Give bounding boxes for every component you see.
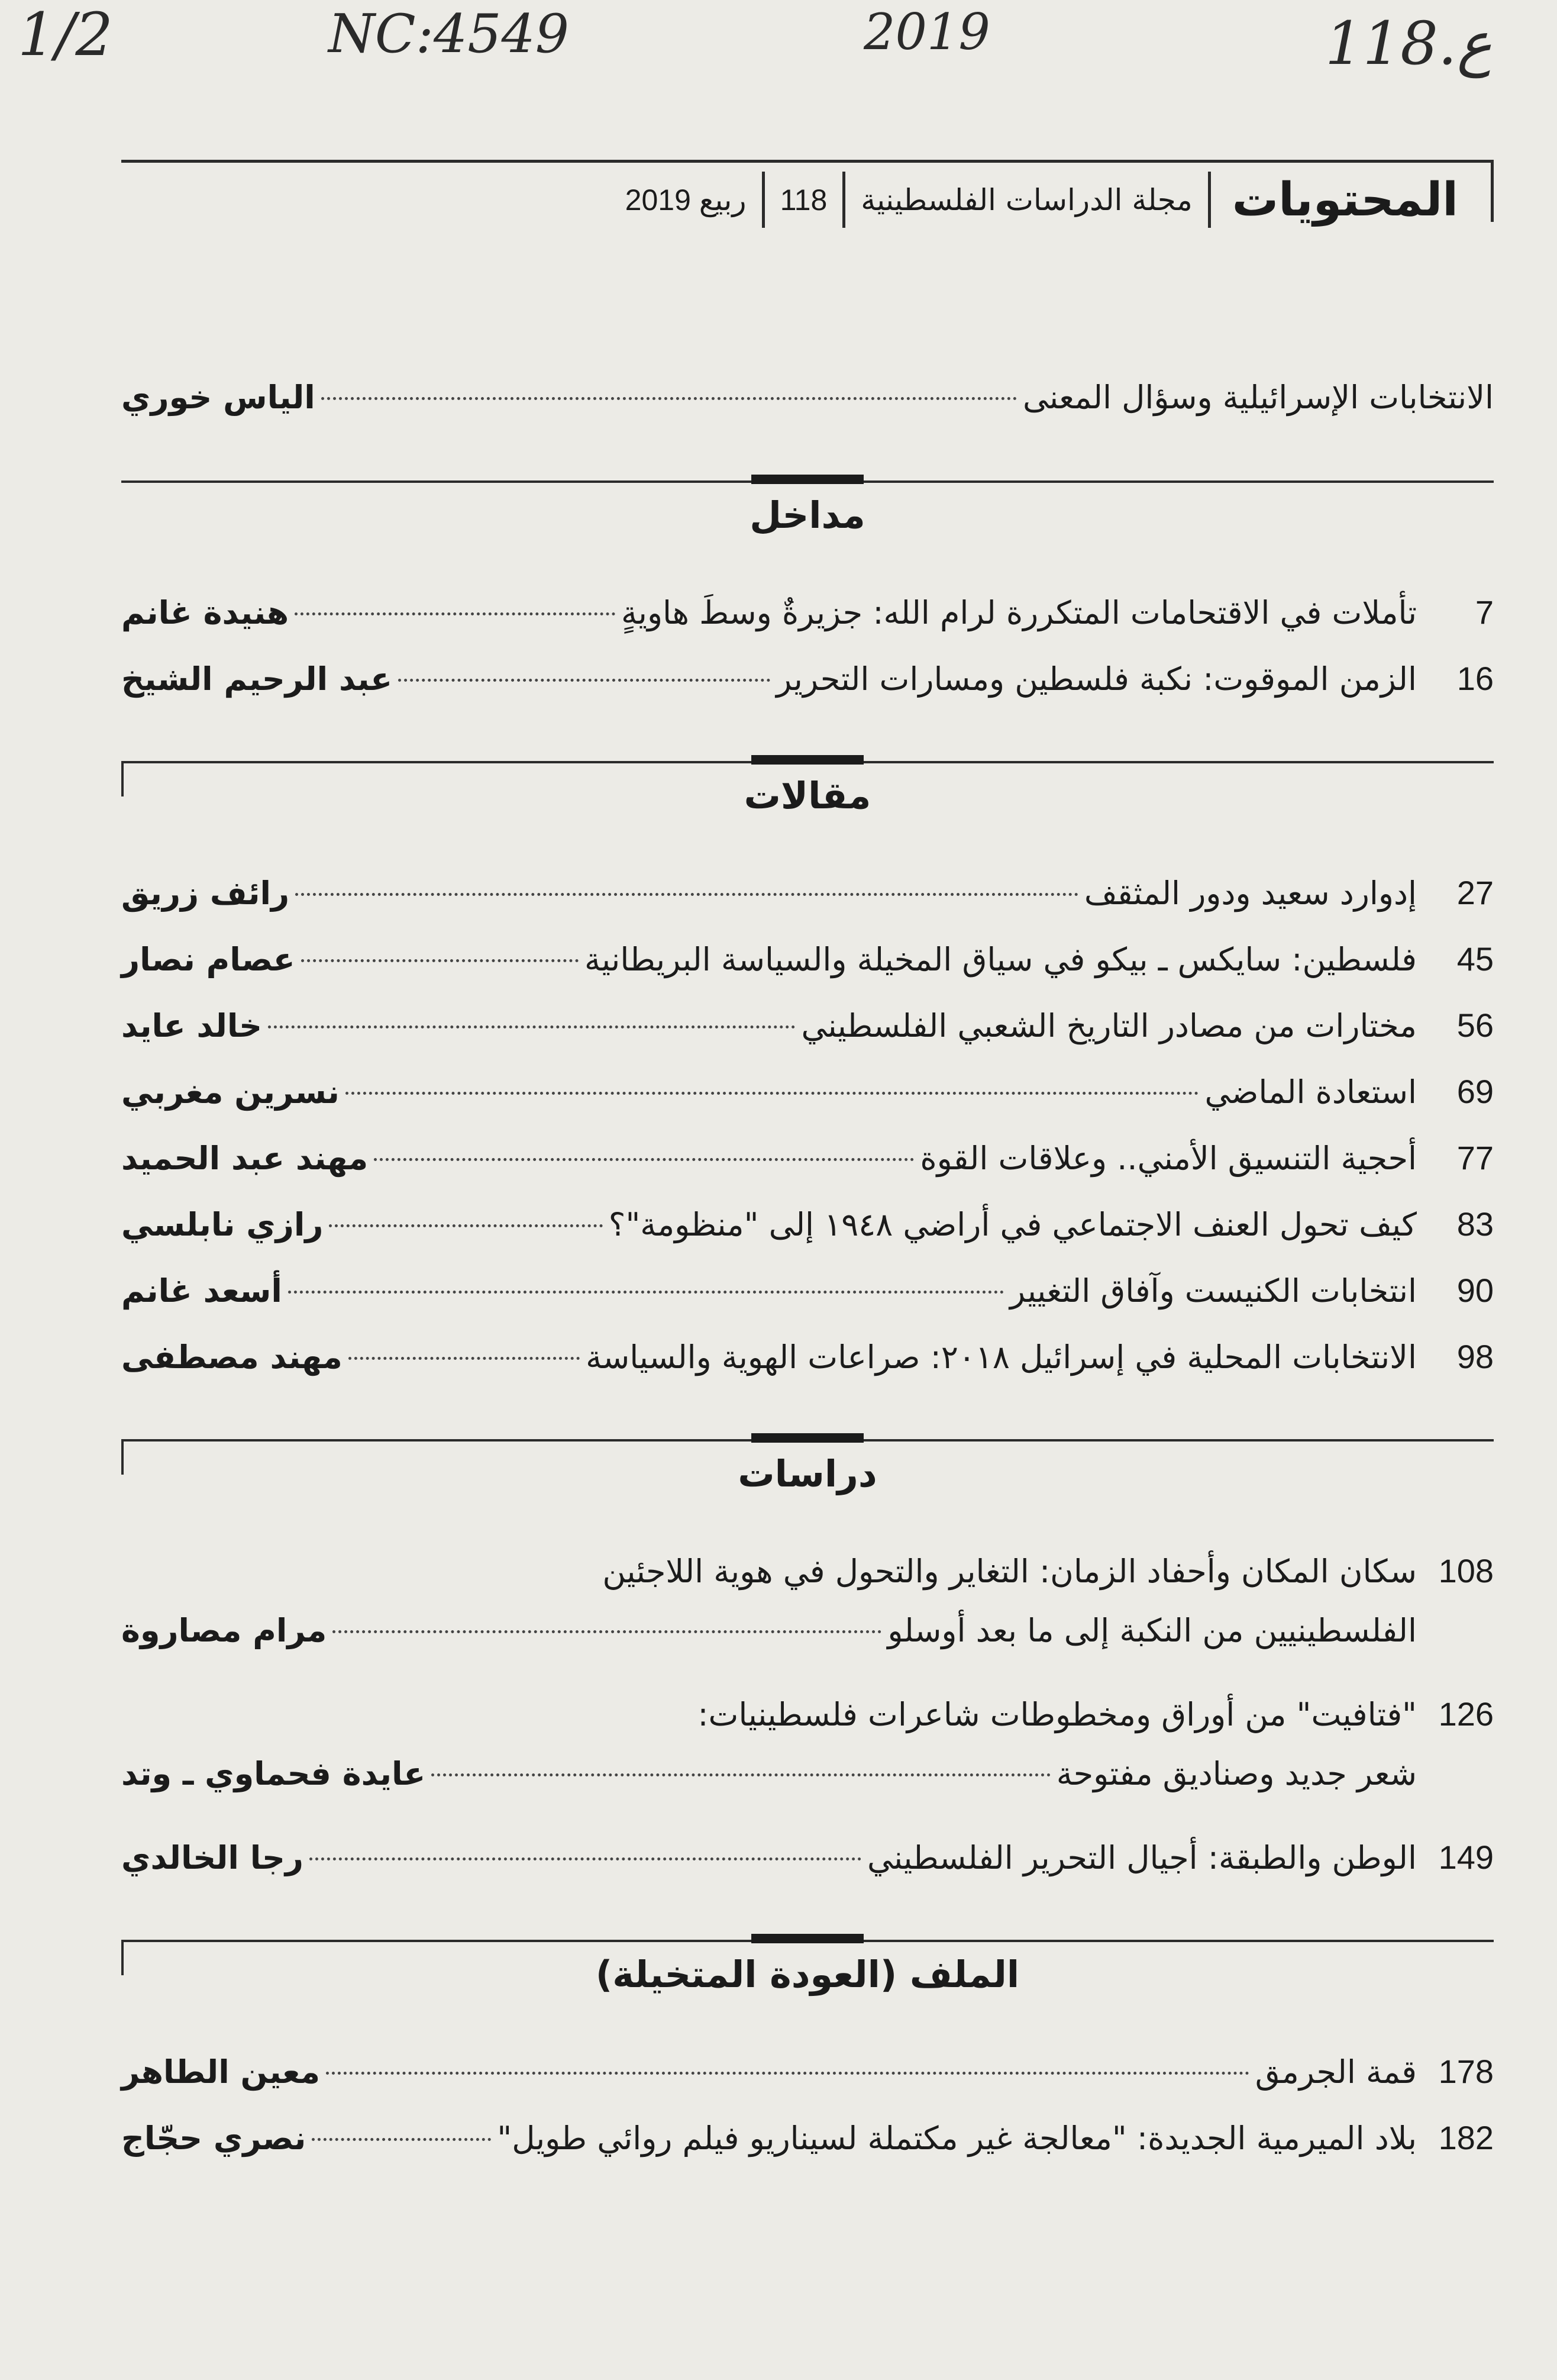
entry-author: معين الطاهر xyxy=(121,2053,321,2091)
handwritten-year: 2019 xyxy=(864,3,990,61)
page-number: 83 xyxy=(1456,1205,1494,1243)
toc-entry xyxy=(121,1838,1494,1904)
section-header xyxy=(121,1439,1494,1552)
entry-title: تأملات في الاقتحامات المتكررة لرام الله: جزيرةٌ وسطَ هاويةٍ xyxy=(621,594,1417,631)
entry-title-line: "فتافيت" من أوراق ومخطوطات شاعرات فلسطينيات: xyxy=(697,1696,1417,1733)
entry-title: الوطن والطبقة: أجيال التحرير الفلسطيني xyxy=(867,1839,1417,1876)
page-number: 98 xyxy=(1456,1338,1494,1375)
handwritten-code: 118.ع xyxy=(1325,9,1493,78)
entry-title: مختارات من مصادر التاريخ الشعبي الفلسطيني xyxy=(801,1007,1417,1044)
page-number: 27 xyxy=(1456,874,1494,911)
toc-entry xyxy=(121,1337,1494,1404)
entry-author: مهند مصطفى xyxy=(121,1339,343,1376)
page-number: 108 xyxy=(1438,1552,1494,1589)
toc-entry xyxy=(121,1271,1494,1337)
page-number: 182 xyxy=(1438,2119,1494,2156)
page-number: 56 xyxy=(1456,1007,1494,1044)
section-title: دراسات xyxy=(738,1452,877,1495)
toc-entry xyxy=(121,1072,1494,1139)
entry-title: كيف تحول العنف الاجتماعي في أراضي ١٩٤٨ إلى "منظومة"؟ xyxy=(608,1206,1417,1243)
entry-author: نصري حجّاج xyxy=(121,2120,306,2157)
entry-title: أحجية التنسيق الأمني.. وعلاقات القوة xyxy=(920,1140,1417,1177)
page-number: 69 xyxy=(1456,1073,1494,1110)
issue-number: 118 xyxy=(780,183,828,217)
entry-author: عايدة فحماوي ـ وتد xyxy=(121,1755,426,1792)
page-number: 77 xyxy=(1456,1139,1494,1176)
section-title: مداخل xyxy=(750,494,865,537)
page-number: 45 xyxy=(1456,940,1494,978)
handwritten-fraction: 1/2 xyxy=(18,0,113,69)
entry-title: انتخابات الكنيست وآفاق التغيير xyxy=(1010,1272,1417,1310)
section-header xyxy=(121,1940,1494,2052)
section-header xyxy=(121,480,1494,593)
toc-entry xyxy=(121,940,1494,1006)
entry-author: رجا الخالدي xyxy=(121,1839,304,1876)
header-rule xyxy=(121,160,1494,163)
toc-entry xyxy=(121,1695,1494,1814)
section-title: مقالات xyxy=(744,774,871,817)
entry-author: أسعد غانم xyxy=(121,1272,282,1310)
handwritten-catalog-number: NC:4549 xyxy=(328,3,569,65)
journal-name: مجلة الدراسات الفلسطينية xyxy=(861,182,1193,217)
toc-entry xyxy=(121,1006,1494,1072)
entry-author: خالد عايد xyxy=(121,1007,263,1044)
page-title: المحتويات xyxy=(1232,173,1458,227)
page-number: 178 xyxy=(1438,2053,1494,2090)
entry-author: نسرين مغربي xyxy=(121,1073,340,1111)
page-number: 16 xyxy=(1456,660,1494,697)
entry-author: مرام مصاروة xyxy=(121,1612,327,1649)
page-number: 126 xyxy=(1438,1695,1494,1733)
entry-title: فلسطين: سايكس ـ بيكو في سياق المخيلة والسياسة البريطانية xyxy=(584,941,1417,978)
editorial-entry xyxy=(121,379,1494,445)
toc-entry xyxy=(121,1552,1494,1671)
entry-title-line: سكان المكان وأحفاد الزمان: التغاير والتحول في هوية اللاجئين xyxy=(602,1553,1417,1590)
entry-title: بلاد الميرمية الجديدة: "معالجة غير مكتملة لسيناريو فيلم روائي طويل" xyxy=(497,2120,1417,2157)
entry-author: رازي نابلسي xyxy=(121,1206,324,1243)
contents-page xyxy=(121,154,1494,2185)
page-number: 7 xyxy=(1475,594,1494,631)
entry-author: مهند عبد الحميد xyxy=(121,1140,369,1177)
toc-entry xyxy=(121,1139,1494,1205)
entry-title: شعر جديد وصناديق مفتوحة xyxy=(1056,1755,1417,1792)
toc-entry xyxy=(121,873,1494,940)
entry-title: الانتخابات الإسرائيلية وسؤال المعنى xyxy=(1022,379,1494,416)
entry-title: استعادة الماضي xyxy=(1204,1073,1417,1111)
entry-title: الفلسطينيين من النكبة إلى ما بعد أوسلو xyxy=(887,1612,1417,1649)
section-header xyxy=(121,761,1494,873)
entry-title: إدوارد سعيد ودور المثقف xyxy=(1084,875,1417,912)
entry-author: عبد الرحيم الشيخ xyxy=(121,660,393,698)
entry-title: قمة الجرمق xyxy=(1255,2053,1417,2091)
toc-entry xyxy=(121,659,1494,725)
toc-entry xyxy=(121,593,1494,659)
page-number: 149 xyxy=(1438,1839,1494,1876)
toc-entry xyxy=(121,1205,1494,1271)
toc-entry xyxy=(121,2118,1494,2185)
entry-author: الياس خوري xyxy=(121,379,315,416)
entry-author: هنيدة غانم xyxy=(121,594,289,631)
entry-author: عصام نصار xyxy=(121,941,295,978)
page-number: 90 xyxy=(1456,1272,1494,1309)
contents-header xyxy=(121,154,1494,225)
toc-entry xyxy=(121,2052,1494,2118)
entry-author: رائف زريق xyxy=(121,875,290,912)
issue-season: ربيع 2019 xyxy=(625,183,747,217)
section-title: الملف (العودة المتخيلة) xyxy=(595,1953,1020,1996)
entry-title: الزمن الموقوت: نكبة فلسطين ومسارات التحرير xyxy=(776,660,1417,698)
entry-title: الانتخابات المحلية في إسرائيل ٢٠١٨: صراعات الهوية والسياسة xyxy=(586,1339,1417,1376)
